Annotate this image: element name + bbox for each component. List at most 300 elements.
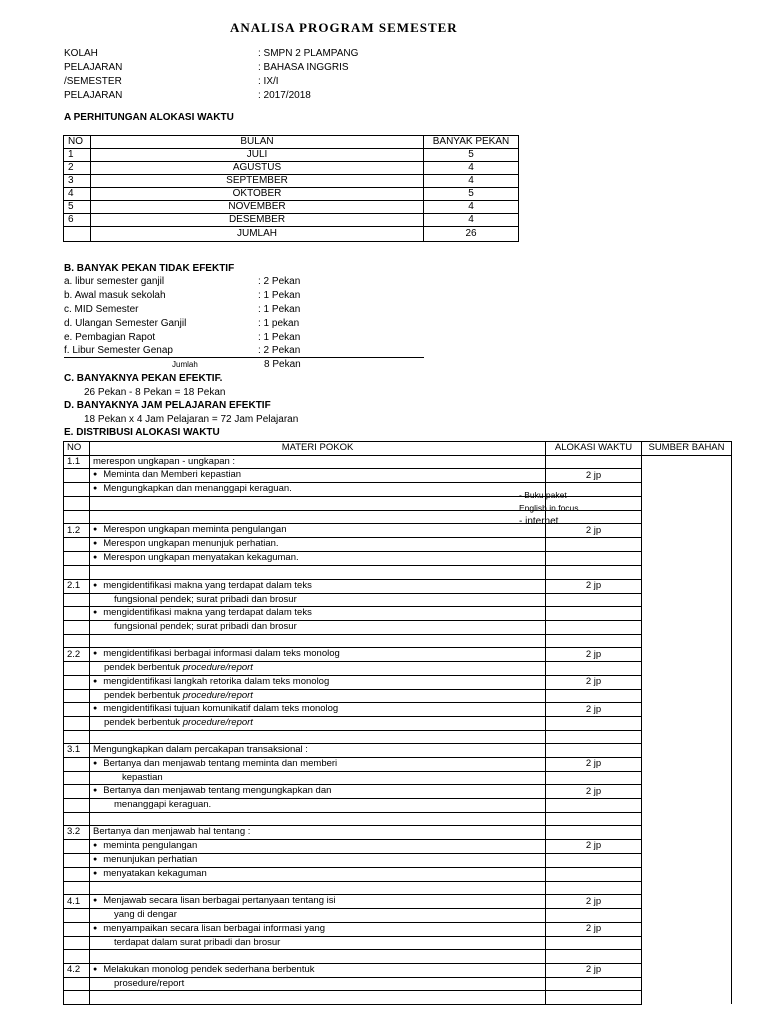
- materi-text: kepastian: [122, 771, 163, 783]
- table-row: [64, 566, 732, 580]
- cell-no: [64, 936, 90, 950]
- table-row: [64, 162, 519, 175]
- table-row: [64, 895, 732, 909]
- cell-sumber: [642, 703, 732, 717]
- materi-text: yang di dengar: [114, 909, 177, 921]
- cell-alokasi: 2 jp: [546, 524, 642, 538]
- cell-no: 3.1: [64, 744, 90, 758]
- table-row: [64, 909, 732, 923]
- materi-text: Merespon ungkapan menyatakan kekaguman.: [103, 552, 299, 563]
- cell-materi: [90, 455, 546, 469]
- materi-text: terdapat dalam surat pribadi dan brosur: [114, 936, 281, 948]
- table-row: [64, 826, 732, 840]
- cell-no: 4.1: [64, 895, 90, 909]
- cell-no: 2.2: [64, 648, 90, 662]
- table-row: [64, 950, 732, 964]
- materi-text: mengidentifikasi tujuan komunikatif dalam teks monolog: [103, 703, 339, 714]
- table-row: [64, 483, 732, 497]
- list-item-value: : 1 pekan: [258, 318, 300, 329]
- cell-weeks: 4: [424, 162, 519, 175]
- bullet-icon: [93, 524, 103, 535]
- table-header-row: [64, 136, 519, 149]
- cell-no: [64, 717, 90, 731]
- cell-no: [64, 634, 90, 648]
- materi-text: pendek berbentuk: [104, 662, 181, 674]
- cell-no: 2: [64, 162, 91, 175]
- cell-alokasi: [546, 717, 642, 731]
- cell-weeks: 5: [424, 149, 519, 162]
- divider: [64, 357, 424, 358]
- cell-alokasi: 2 jp: [546, 703, 642, 717]
- cell-materi: [90, 717, 546, 731]
- table-row: [64, 607, 732, 621]
- cell-sumber: [642, 936, 732, 950]
- section-a-title: A PERHITUNGAN ALOKASI WAKTU: [64, 112, 234, 123]
- table-row: [64, 881, 732, 895]
- list-item-label: b. Awal masuk sekolah: [64, 290, 166, 301]
- cell-sumber: [642, 950, 732, 964]
- col-header: MATERI POKOK: [90, 442, 546, 456]
- materi-text: Bertanya dan menjawab tentang mengungkapkan dan: [103, 785, 332, 796]
- cell-alokasi: [546, 621, 642, 635]
- materi-text: Mengungkapkan dan menanggapi keraguan.: [103, 483, 292, 494]
- table-row: [64, 149, 519, 162]
- cell-no: [64, 607, 90, 621]
- materi-text: Meminta dan Memberi kepastian: [103, 469, 242, 480]
- cell-month: DESEMBER: [91, 214, 424, 227]
- cell-materi: [90, 922, 546, 936]
- cell-weeks: 4: [424, 201, 519, 214]
- cell-sumber: [642, 963, 732, 977]
- cell-alokasi: [546, 634, 642, 648]
- table-row: [64, 214, 519, 227]
- cell-sumber: [642, 717, 732, 731]
- cell-materi: [90, 538, 546, 552]
- cell-sumber: [642, 455, 732, 469]
- cell-sumber: [642, 839, 732, 853]
- materi-text: Melakukan monolog pendek sederhana berbentuk: [103, 963, 315, 975]
- cell-sumber: [642, 689, 732, 703]
- cell-alokasi: [546, 812, 642, 826]
- cell-no: [64, 785, 90, 799]
- cell-no: [64, 621, 90, 635]
- table-row: [64, 839, 732, 853]
- cell-materi: [90, 839, 546, 853]
- cell-alokasi: [546, 593, 642, 607]
- cell-no: [64, 538, 90, 552]
- col-header: SUMBER BAHAN: [642, 442, 732, 456]
- cell-alokasi: 2 jp: [546, 839, 642, 853]
- materi-text: Bertanya dan menjawab hal tentang :: [93, 826, 251, 838]
- info-value: : BAHASA INGGRIS: [258, 62, 349, 73]
- col-header: NO: [64, 136, 91, 149]
- bullet-icon: [93, 785, 103, 796]
- materi-text: menunjukan perhatian: [103, 853, 198, 865]
- cell-sumber: [642, 497, 732, 511]
- cell-materi: [90, 566, 546, 580]
- bullet-icon: [93, 607, 103, 618]
- cell-materi: [90, 689, 546, 703]
- cell-sumber: [642, 757, 732, 771]
- cell-sumber: [642, 867, 732, 881]
- bullet-icon: [93, 552, 103, 563]
- materi-text: Bertanya dan menjawab tentang meminta dan memberi: [103, 757, 338, 769]
- bullet-icon: [93, 964, 103, 975]
- cell-no: [64, 881, 90, 895]
- cell-alokasi: 2 jp: [546, 785, 642, 799]
- cell-alokasi: 2 jp: [546, 648, 642, 662]
- cell-sumber: [642, 593, 732, 607]
- cell-alokasi: 2 jp: [546, 469, 642, 483]
- cell-sumber: [642, 538, 732, 552]
- cell-alokasi: [546, 538, 642, 552]
- cell-alokasi: [546, 909, 642, 923]
- cell-sumber: [642, 675, 732, 689]
- materi-text: pendek berbentuk: [104, 717, 181, 729]
- materi-text: Mengungkapkan dalam percakapan transaksional :: [93, 744, 308, 756]
- cell-sumber: [642, 469, 732, 483]
- cell-sumber: [642, 799, 732, 813]
- cell-materi: [90, 579, 546, 593]
- bullet-icon: [93, 580, 103, 591]
- cell-alokasi: [546, 607, 642, 621]
- table-row: [64, 936, 732, 950]
- total-value: 8 Pekan: [264, 359, 301, 370]
- cell-alokasi: [546, 853, 642, 867]
- table-row: [64, 552, 732, 566]
- cell-sumber: [642, 744, 732, 758]
- bullet-icon: [93, 868, 103, 879]
- cell-no: [64, 922, 90, 936]
- cell-no: 3.2: [64, 826, 90, 840]
- materi-emphasis: procedure/report: [182, 662, 253, 674]
- cell-alokasi: [546, 826, 642, 840]
- col-header: BULAN: [91, 136, 424, 149]
- cell-materi: [90, 812, 546, 826]
- bullet-icon: [93, 923, 103, 934]
- table-row: [64, 785, 732, 799]
- cell-sumber: [642, 826, 732, 840]
- col-header: ALOKASI WAKTU: [546, 442, 642, 456]
- materi-text: fungsional pendek; surat pribadi dan brosur: [114, 621, 297, 633]
- cell-sumber: [642, 552, 732, 566]
- materi-text: prosedure/report: [114, 977, 185, 989]
- cell-sumber: [642, 662, 732, 676]
- cell-alokasi: 2 jp: [546, 895, 642, 909]
- table-row: [64, 510, 732, 524]
- table-row: [64, 201, 519, 214]
- materi-text: fungsional pendek; surat pribadi dan brosur: [114, 593, 297, 605]
- cell-no: [64, 950, 90, 964]
- cell-alokasi: [546, 689, 642, 703]
- cell-materi: [90, 771, 546, 785]
- cell-no: [64, 977, 90, 991]
- cell-month: JULI: [91, 149, 424, 162]
- section-d-text: 18 Pekan x 4 Jam Pelajaran = 72 Jam Pelajaran: [84, 414, 299, 425]
- cell-no: [64, 853, 90, 867]
- cell-materi: [90, 867, 546, 881]
- cell-alokasi: 2 jp: [546, 963, 642, 977]
- info-value: : IX/I: [258, 76, 279, 87]
- cell-materi: [90, 895, 546, 909]
- cell-sumber: [642, 881, 732, 895]
- table-row: [64, 771, 732, 785]
- cell-materi: [90, 593, 546, 607]
- cell-sumber: [642, 771, 732, 785]
- cell-sumber: [642, 510, 732, 524]
- cell-alokasi: [546, 771, 642, 785]
- table-row: [64, 188, 519, 201]
- bullet-icon: [93, 676, 103, 687]
- list-item-label: a. libur semester ganjil: [64, 276, 165, 287]
- table-row: [64, 524, 732, 538]
- cell-no: [64, 469, 90, 483]
- section-c-title: C. BANYAKNYA PEKAN EFEKTIF.: [64, 373, 223, 384]
- table-row: [64, 621, 732, 635]
- total-value: 26: [424, 227, 519, 242]
- cell-sumber: [642, 812, 732, 826]
- col-header: BANYAK PEKAN: [424, 136, 519, 149]
- cell-no: [64, 703, 90, 717]
- bullet-icon: [93, 483, 103, 494]
- cell-materi: [90, 799, 546, 813]
- cell-no: [64, 839, 90, 853]
- info-value: : 2017/2018: [258, 90, 311, 101]
- info-value: : SMPN 2 PLAMPANG: [258, 48, 359, 59]
- cell-materi: [90, 621, 546, 635]
- table-row: [64, 538, 732, 552]
- cell-alokasi: [546, 730, 642, 744]
- cell-materi: [90, 730, 546, 744]
- cell-no: [64, 662, 90, 676]
- page-title: ANALISA PROGRAM SEMESTER: [230, 20, 458, 35]
- table-row: [64, 977, 732, 991]
- col-header: NO: [64, 442, 90, 456]
- list-item-value: : 2 Pekan: [258, 345, 301, 356]
- bullet-icon: [93, 648, 103, 659]
- table-row: [64, 175, 519, 188]
- materi-text: Menjawab secara lisan berbagai pertanyaan tentang isi: [103, 895, 336, 906]
- cell-no: 1: [64, 149, 91, 162]
- cell-materi: [90, 675, 546, 689]
- materi-text: pendek berbentuk: [104, 689, 181, 701]
- cell-no: 4.2: [64, 963, 90, 977]
- bullet-icon: [93, 703, 103, 714]
- cell-sumber: [642, 991, 732, 1005]
- table-row: [64, 662, 732, 676]
- cell-sumber: [642, 730, 732, 744]
- bullet-icon: [93, 854, 103, 865]
- cell-sumber: [642, 579, 732, 593]
- cell-materi: [90, 853, 546, 867]
- cell-no: 3: [64, 175, 91, 188]
- cell-alokasi: [546, 566, 642, 580]
- source-item: - Buku paket: [519, 490, 567, 500]
- bullet-icon: [93, 895, 103, 906]
- cell-materi: [90, 552, 546, 566]
- cell-materi: [90, 662, 546, 676]
- cell-no: 5: [64, 201, 91, 214]
- list-item-label: e. Pembagian Rapot: [64, 332, 156, 343]
- cell-alokasi: [546, 799, 642, 813]
- table-row: [64, 812, 732, 826]
- table-row: [64, 675, 732, 689]
- cell-materi: [90, 785, 546, 799]
- bullet-icon: [93, 469, 103, 480]
- cell-materi: [90, 991, 546, 1005]
- cell-no: [64, 483, 90, 497]
- cell-materi: [90, 497, 546, 511]
- cell-no: [64, 771, 90, 785]
- cell-alokasi: [546, 662, 642, 676]
- cell-alokasi: [546, 991, 642, 1005]
- info-label: /SEMESTER: [64, 76, 122, 87]
- cell-weeks: 5: [424, 188, 519, 201]
- cell-no: [64, 675, 90, 689]
- table-row: [64, 593, 732, 607]
- cell-materi: [90, 881, 546, 895]
- cell-no: [64, 812, 90, 826]
- table-row: [64, 469, 732, 483]
- table-row: [64, 703, 732, 717]
- cell-no: [64, 593, 90, 607]
- cell-sumber: [642, 566, 732, 580]
- materi-text: menyampaikan secara lisan berbagai informasi yang: [103, 922, 326, 934]
- cell-month: OKTOBER: [91, 188, 424, 201]
- cell-month: NOVEMBER: [91, 201, 424, 214]
- week-table: [63, 135, 519, 242]
- cell-no: [64, 909, 90, 923]
- source-list: [519, 489, 579, 528]
- cell-materi: [90, 607, 546, 621]
- cell-alokasi: 2 jp: [546, 579, 642, 593]
- list-item-label: d. Ulangan Semester Ganjil: [64, 318, 187, 329]
- bullet-icon: [93, 840, 103, 851]
- cell-sumber: [642, 648, 732, 662]
- table-row: [64, 853, 732, 867]
- materi-text: Merespon ungkapan menunjuk perhatian.: [103, 538, 279, 549]
- table-row: [64, 648, 732, 662]
- cell-no: 6: [64, 214, 91, 227]
- materi-emphasis: procedure/report: [182, 717, 253, 729]
- materi-text: menyatakan kekaguman: [103, 867, 207, 879]
- cell-no: [64, 566, 90, 580]
- table-total-row: [64, 227, 519, 242]
- cell-sumber: [642, 922, 732, 936]
- cell-alokasi: [546, 867, 642, 881]
- cell-no: [64, 757, 90, 771]
- table-row: [64, 497, 732, 511]
- cell-sumber: [642, 524, 732, 538]
- distribution-table: [63, 441, 732, 1005]
- bullet-icon: [93, 538, 103, 549]
- cell-materi: [90, 634, 546, 648]
- cell-alokasi: [546, 881, 642, 895]
- cell-alokasi: [546, 950, 642, 964]
- materi-text: Merespon ungkapan meminta pengulangan: [103, 524, 287, 535]
- info-label: KOLAH: [64, 48, 98, 59]
- list-item-value: : 2 Pekan: [258, 276, 301, 287]
- cell-sumber: [642, 977, 732, 991]
- list-item-value: : 1 Pekan: [258, 332, 301, 343]
- table-row: [64, 922, 732, 936]
- table-row: [64, 634, 732, 648]
- table-row: [64, 717, 732, 731]
- cell-alokasi: [546, 552, 642, 566]
- cell-weeks: 4: [424, 175, 519, 188]
- cell-sumber: [642, 909, 732, 923]
- cell-sumber: [642, 607, 732, 621]
- cell-no: [64, 689, 90, 703]
- cell-materi: [90, 469, 546, 483]
- cell-alokasi: 2 jp: [546, 922, 642, 936]
- cell-materi: [90, 936, 546, 950]
- section-e-title: E. DISTRIBUSI ALOKASI WAKTU: [64, 427, 220, 438]
- materi-text: meminta pengulangan: [103, 839, 198, 851]
- cell-materi: [90, 977, 546, 991]
- bullet-icon: [93, 758, 103, 769]
- source-item: English in focus: [519, 503, 579, 513]
- cell-sumber: [642, 895, 732, 909]
- cell-no: [64, 510, 90, 524]
- section-b-title: B. BANYAK PEKAN TIDAK EFEKTIF: [64, 263, 235, 274]
- info-label: PELAJARAN: [64, 90, 123, 101]
- table-header-row: [64, 442, 732, 456]
- info-label: PELAJARAN: [64, 62, 123, 73]
- cell-materi: [90, 703, 546, 717]
- table-row: [64, 579, 732, 593]
- cell-alokasi: [546, 977, 642, 991]
- cell-no: 2.1: [64, 579, 90, 593]
- cell-alokasi: 2 jp: [546, 675, 642, 689]
- table-row: [64, 455, 732, 469]
- cell-no: 1.2: [64, 524, 90, 538]
- table-row: [64, 689, 732, 703]
- materi-emphasis: procedure/report: [182, 689, 253, 701]
- cell-no: 1.1: [64, 455, 90, 469]
- cell-no: [64, 730, 90, 744]
- table-row: [64, 730, 732, 744]
- list-item-label: c. MID Semester: [64, 304, 139, 315]
- materi-text: mengidentifikasi langkah retorika dalam teks monolog: [103, 675, 330, 687]
- cell-materi: [90, 909, 546, 923]
- cell-no: 4: [64, 188, 91, 201]
- table-row: [64, 744, 732, 758]
- materi-text: menanggapi keraguan.: [114, 799, 212, 811]
- cell-weeks: 4: [424, 214, 519, 227]
- cell-materi: [90, 524, 546, 538]
- table-row: [64, 963, 732, 977]
- table-row: [64, 799, 732, 813]
- cell-materi: [90, 510, 546, 524]
- cell-materi: [90, 950, 546, 964]
- cell-alokasi: [546, 936, 642, 950]
- list-item-label: f. Libur Semester Genap: [64, 345, 173, 356]
- cell-alokasi: [546, 744, 642, 758]
- materi-text: merespon ungkapan - ungkapan :: [93, 455, 236, 467]
- cell-alokasi: [546, 455, 642, 469]
- cell-sumber: [642, 853, 732, 867]
- section-d-title: D. BANYAKNYA JAM PELAJARAN EFEKTIF: [64, 400, 271, 411]
- source-item: - internet: [519, 516, 559, 527]
- table-row: [64, 757, 732, 771]
- cell-sumber: [642, 634, 732, 648]
- total-label: Jumlah: [172, 360, 198, 369]
- materi-text: mengidentifikasi makna yang terdapat dalam teks: [103, 607, 312, 618]
- cell-month: AGUSTUS: [91, 162, 424, 175]
- materi-text: mengidentifikasi makna yang terdapat dalam teks: [103, 579, 312, 591]
- cell-materi: [90, 757, 546, 771]
